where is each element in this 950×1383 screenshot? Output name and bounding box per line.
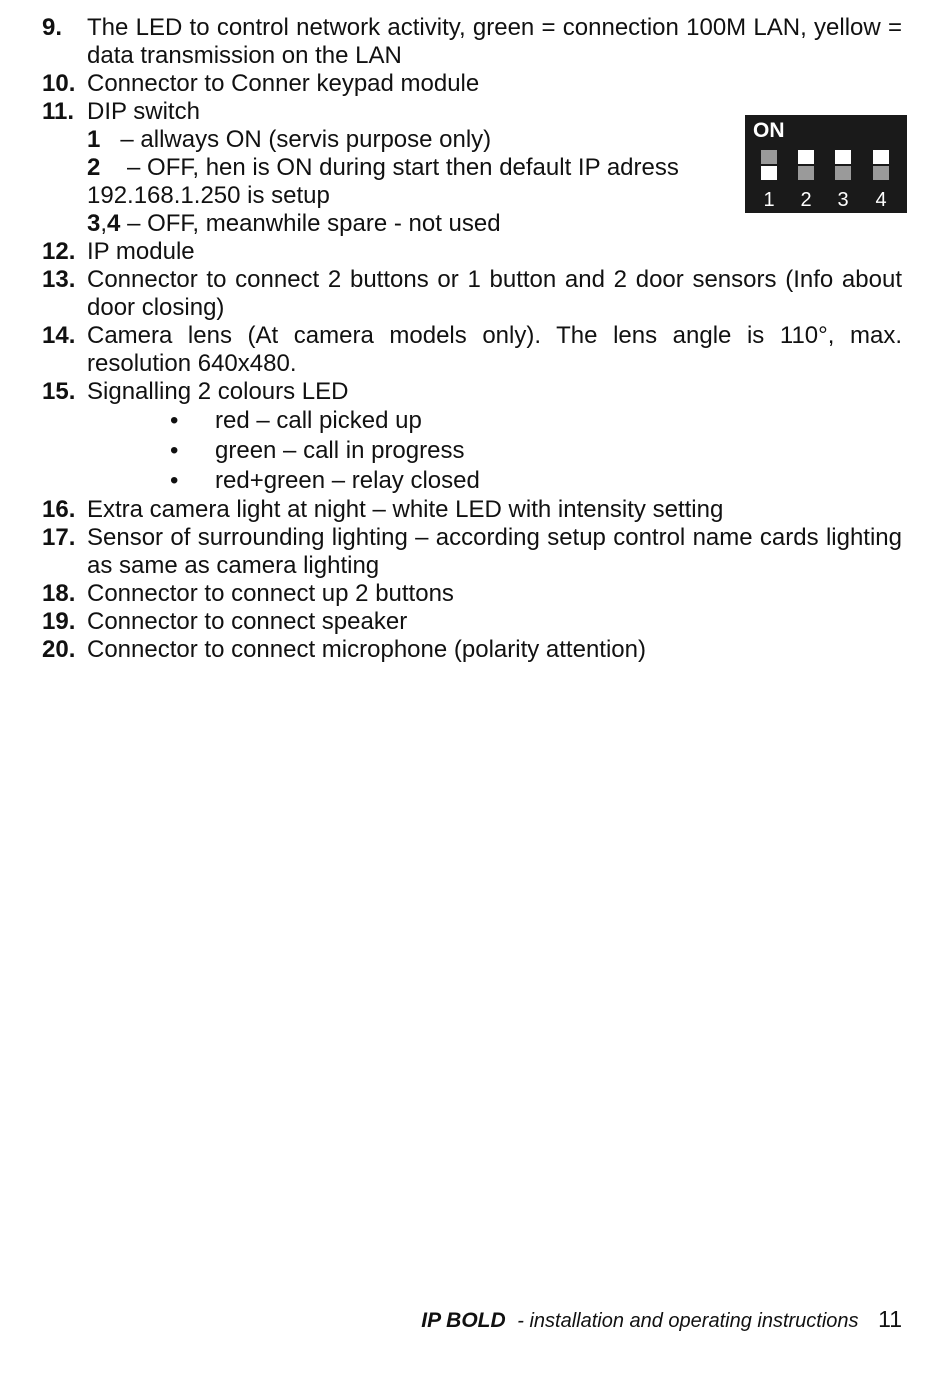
dip-switch-3 bbox=[835, 150, 851, 211]
dip-note-text: – OFF, meanwhile spare - not used bbox=[127, 210, 501, 237]
switch-lower-block bbox=[761, 166, 777, 180]
switch-number-label: 1 bbox=[763, 189, 775, 211]
bullet-icon: • bbox=[170, 407, 179, 434]
dip-switch-2 bbox=[798, 150, 814, 211]
switch-number-label: 3 bbox=[837, 189, 849, 211]
switch-upper-block bbox=[761, 150, 777, 164]
page-footer bbox=[421, 1306, 902, 1333]
list-item-16 bbox=[42, 496, 902, 524]
dip-on-label: ON bbox=[753, 119, 785, 142]
item-number: 16. bbox=[42, 496, 76, 523]
item-number: 14. bbox=[42, 322, 76, 349]
item-text: Connector to connect speaker bbox=[87, 608, 408, 635]
switch-upper-block bbox=[835, 150, 851, 164]
list-item bbox=[42, 466, 902, 496]
dip-note-number: 1 bbox=[87, 126, 101, 153]
list-item bbox=[42, 406, 902, 436]
item-text: DIP switch bbox=[87, 98, 200, 125]
item-number: 13. bbox=[42, 266, 76, 293]
item-number: 12. bbox=[42, 238, 76, 265]
item-text: Connector to connect up 2 buttons bbox=[87, 580, 454, 607]
switch-number-label: 4 bbox=[875, 189, 887, 211]
dip-note-number: 3 bbox=[87, 210, 101, 237]
item-text: Connector to connect microphone (polarity attention) bbox=[87, 636, 646, 663]
dip-switch-graphic bbox=[745, 115, 907, 213]
list-item bbox=[42, 436, 902, 466]
list-item-9 bbox=[42, 14, 902, 70]
led-state-text: red+green – relay closed bbox=[215, 467, 480, 494]
bullet-icon: • bbox=[170, 437, 179, 464]
list-item-13 bbox=[42, 266, 902, 322]
item-text: Connector to connect 2 buttons or 1 button and 2 door sensors (Info about door closing) bbox=[87, 266, 902, 321]
dip-note-2 bbox=[87, 154, 727, 182]
item-text: Signalling 2 colours LED bbox=[87, 378, 349, 405]
dip-note-number: 2 bbox=[87, 154, 101, 181]
switch-lower-block bbox=[835, 166, 851, 180]
item-text: Camera lens (At camera models only). The lens angle is 110°, max. resolution 640x480. bbox=[87, 322, 902, 377]
item-number: 19. bbox=[42, 608, 76, 635]
footer-description: - installation and operating instructions bbox=[517, 1310, 859, 1332]
dip-note-3-4 bbox=[87, 210, 727, 238]
switch-number-label: 2 bbox=[800, 189, 812, 211]
item-text: Extra camera light at night – white LED with intensity setting bbox=[87, 496, 724, 523]
item-number: 15. bbox=[42, 378, 76, 405]
list-item-17 bbox=[42, 524, 902, 580]
item-text: Connector to Conner keypad module bbox=[87, 70, 480, 97]
list-item-19 bbox=[42, 608, 902, 636]
dip-note-1 bbox=[87, 126, 727, 154]
dip-note-text: – allways ON (servis purpose only) bbox=[120, 126, 492, 153]
dip-switch-1 bbox=[761, 150, 777, 211]
page-number: 11 bbox=[878, 1306, 902, 1332]
led-state-text: red – call picked up bbox=[215, 407, 422, 434]
dip-switch-4 bbox=[873, 150, 889, 211]
dip-switch-image bbox=[745, 115, 907, 213]
footer-brand: IP BOLD bbox=[421, 1309, 506, 1332]
dip-note-separator: , bbox=[100, 210, 108, 237]
list-item-18 bbox=[42, 580, 902, 608]
item-number: 9. bbox=[42, 14, 63, 41]
dip-switch-notes bbox=[87, 126, 727, 238]
switch-lower-block bbox=[873, 166, 889, 180]
item-text: The LED to control network activity, green = connection 100M LAN, yellow = data transmission on the LAN bbox=[87, 14, 902, 69]
dip-note-2-cont: 192.168.1.250 is setup bbox=[87, 182, 330, 209]
bullet-icon: • bbox=[170, 467, 179, 494]
led-state-text: green – call in progress bbox=[215, 437, 465, 464]
item-number: 11. bbox=[42, 98, 75, 125]
item-number: 10. bbox=[42, 70, 76, 97]
list-item-15 bbox=[42, 378, 902, 406]
list-item-12 bbox=[42, 238, 902, 266]
switch-upper-block bbox=[798, 150, 814, 164]
item-number: 17. bbox=[42, 524, 76, 551]
item-text: IP module bbox=[87, 238, 195, 265]
dip-note-number: 4 bbox=[107, 210, 121, 237]
item-text: Sensor of surrounding lighting – according setup control name cards lighting as same as camera lighting bbox=[87, 524, 902, 579]
list-item-10 bbox=[42, 70, 902, 98]
list-item-14 bbox=[42, 322, 902, 378]
switch-lower-block bbox=[798, 166, 814, 180]
list-item-20 bbox=[42, 636, 902, 664]
item-number: 18. bbox=[42, 580, 76, 607]
switch-upper-block bbox=[873, 150, 889, 164]
numbered-list bbox=[42, 14, 902, 664]
item-number: 20. bbox=[42, 636, 76, 663]
dip-note-text: – OFF, hen is ON during start then default IP adress bbox=[127, 154, 679, 181]
led-state-list bbox=[42, 406, 902, 496]
